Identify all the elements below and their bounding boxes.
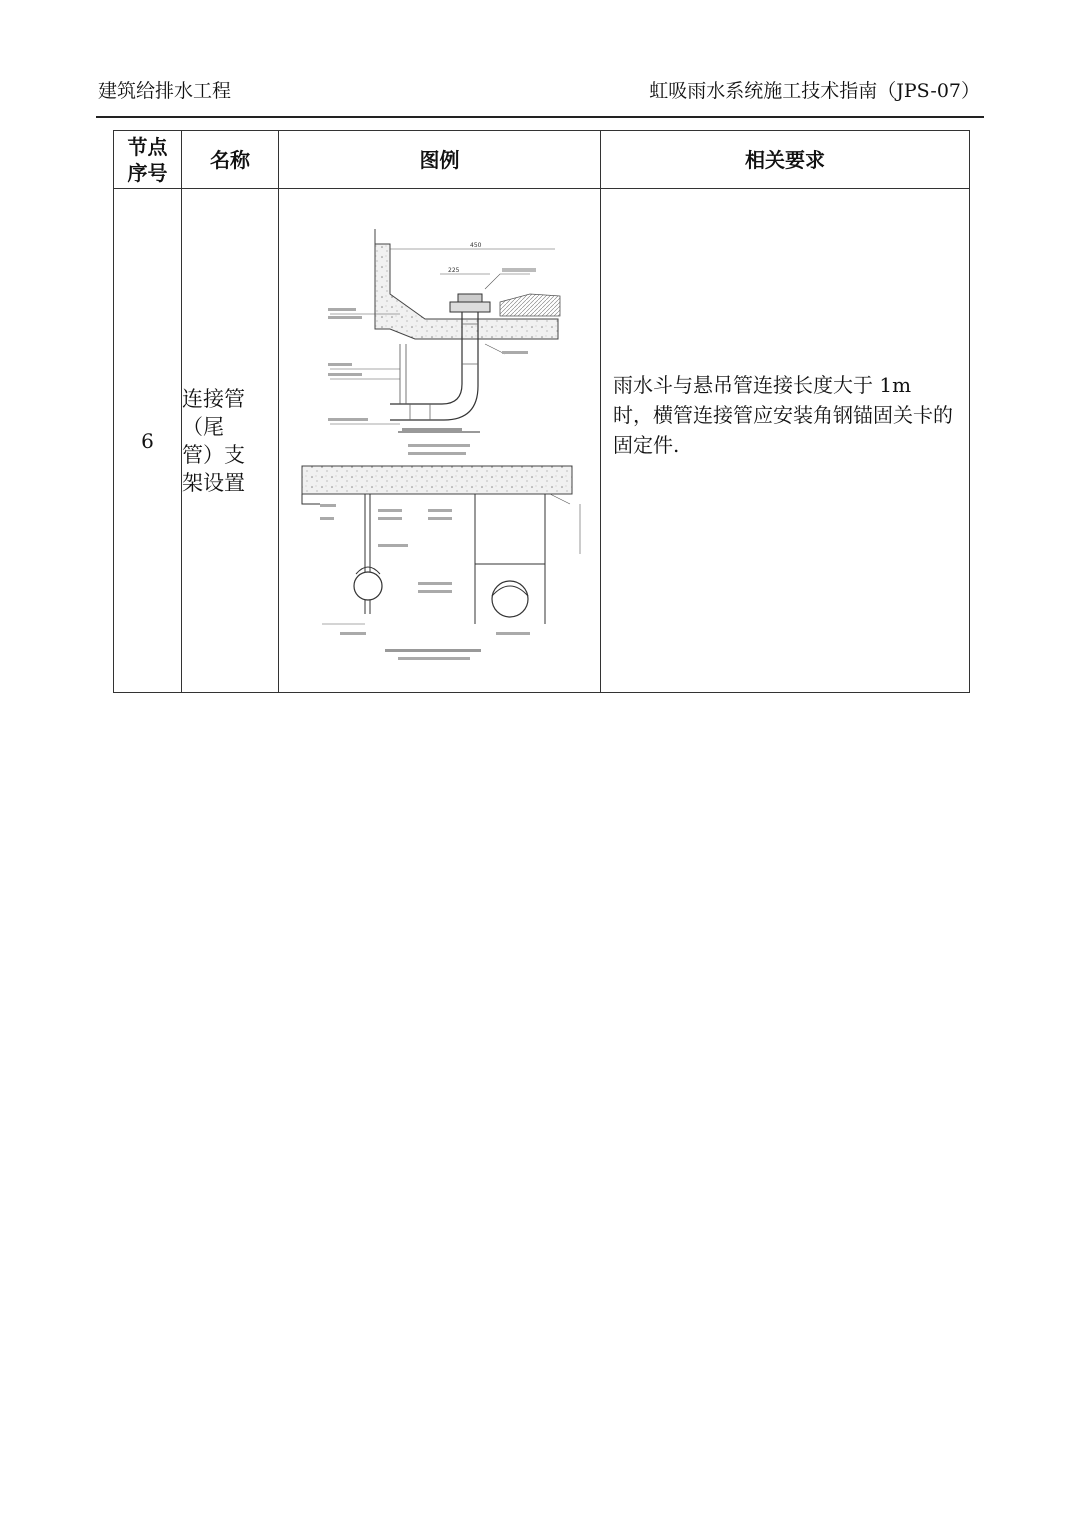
spec-table xyxy=(113,130,970,693)
col-header-name: 名称 xyxy=(182,131,279,189)
rainwater-pipe-support-drawing-icon xyxy=(290,204,590,674)
cell-requirement xyxy=(601,189,970,693)
name-line: 连接管 xyxy=(182,386,245,411)
name-line: （尾 xyxy=(182,414,224,439)
header-rule xyxy=(96,116,984,118)
col-header-no xyxy=(114,131,182,189)
lower-detail xyxy=(302,466,580,660)
header-left-title: 建筑给排水工程 xyxy=(98,80,232,102)
cell-no: 6 xyxy=(114,189,182,693)
col-header-requirement: 相关要求 xyxy=(601,131,970,189)
table-header-row xyxy=(114,131,970,189)
col-header-no-label: 节点序号 xyxy=(127,134,168,185)
table-row xyxy=(114,189,970,693)
header-right-title: 虹吸雨水系统施工技术指南（JPS-07） xyxy=(649,80,980,102)
cell-figure xyxy=(279,189,601,693)
name-line: 架设置 xyxy=(182,470,245,495)
svg-text:225: 225 xyxy=(447,266,459,274)
col-header-figure: 图例 xyxy=(279,131,601,189)
cell-name xyxy=(182,189,279,693)
upper-detail xyxy=(328,229,560,455)
svg-text:450: 450 xyxy=(469,241,481,249)
name-line: 管）支 xyxy=(182,442,245,467)
requirement-text: 雨水斗与悬吊管连接长度大于 1m 时，横管连接管应安装角钢锚固关卡的固定件. xyxy=(613,372,953,457)
